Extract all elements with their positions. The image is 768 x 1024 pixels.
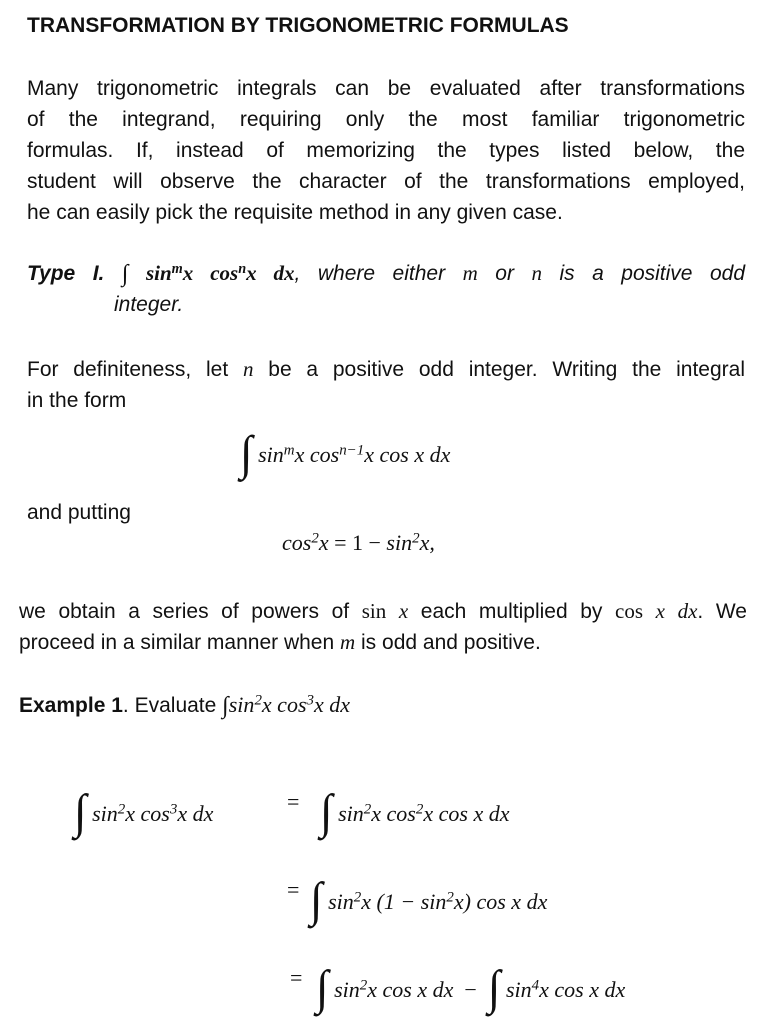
step-2-equals: = (287, 877, 300, 902)
step-3-rhs: ∫ $\sin^2x$ cos x dx − ∫ $\sin^4x$ cos x dx (316, 960, 626, 1015)
definiteness-line-1: For definiteness, let n be a positive odd integer. Writing the integral (27, 357, 745, 381)
type-1-line-2: integer. (114, 293, 184, 316)
intro-paragraph (27, 73, 745, 228)
integral-sign: ∫ (222, 693, 229, 719)
step-1-lhs: ∫ $\sin^2x$ $\cos^3x$ dx (74, 784, 214, 839)
integral-sign: ∫ (487, 960, 501, 1015)
type-1-line-1: Type I. ∫ $\sin^mx$ $\cos^nx$ dx, where either m or n is a positive odd (27, 258, 745, 289)
step-1-rhs: ∫ $\sin^2x$ $\cos^2x$ cos x dx (320, 784, 510, 839)
example-1-heading: Example 1. Evaluate $\int\sin^2x$ $\cos^3x$ dx (19, 689, 350, 721)
example-1-label: Example 1 (19, 694, 123, 717)
intro-line-5: he can easily pick the requisite method in any given case. (27, 201, 563, 224)
obtain-line-2: proceed in a similar manner when m is odd and positive. (19, 630, 541, 654)
type-1-label: Type I. (27, 262, 105, 285)
section-heading: TRANSFORMATION BY TRIGONOMETRIC FORMULAS (27, 14, 569, 37)
integral-sign: ∫ (74, 784, 87, 839)
intro-line-4: student will observe the character of the transformations employed, (27, 170, 745, 193)
type-1-integrand: $\sin^mx$ $\cos^nx$ dx (145, 260, 295, 285)
integral-sign: ∫ (316, 960, 329, 1015)
form-integral-equation: ∫ $\sin^mx$ $\cos^{n-1}x$ cos x dx (240, 425, 451, 480)
intro-line-3: formulas. If, instead of memorizing the types listed below, the (27, 139, 745, 162)
integral-sign: ∫ (240, 425, 253, 480)
definiteness-paragraph (27, 354, 745, 416)
identity-equation: $\cos^2x = 1 - \sin^2x$, (282, 530, 435, 555)
definiteness-line-2: in the form (27, 389, 127, 412)
minus-sign: − (464, 977, 477, 1002)
type-1-statement (27, 258, 745, 320)
intro-line-2: of the integrand, requiring only the most familiar trigonometric (27, 108, 745, 131)
intro-line-1: Many trigonometric integrals can be evaluated after transformations (27, 77, 745, 100)
integral-sign: ∫ (121, 261, 129, 287)
and-putting-label: and putting (27, 501, 131, 524)
step-3-equals: = (290, 965, 303, 990)
step-2-rhs: ∫ $\sin^2x$ $(1 - \sin^2x)$ cos x dx (310, 872, 548, 927)
step-1-equals: = (287, 789, 300, 814)
integral-sign: ∫ (320, 784, 333, 839)
obtain-line-1: we obtain a series of powers of sin x each multiplied by cos x dx. We (19, 599, 747, 623)
obtain-paragraph (19, 596, 747, 658)
integral-sign: ∫ (310, 872, 323, 927)
